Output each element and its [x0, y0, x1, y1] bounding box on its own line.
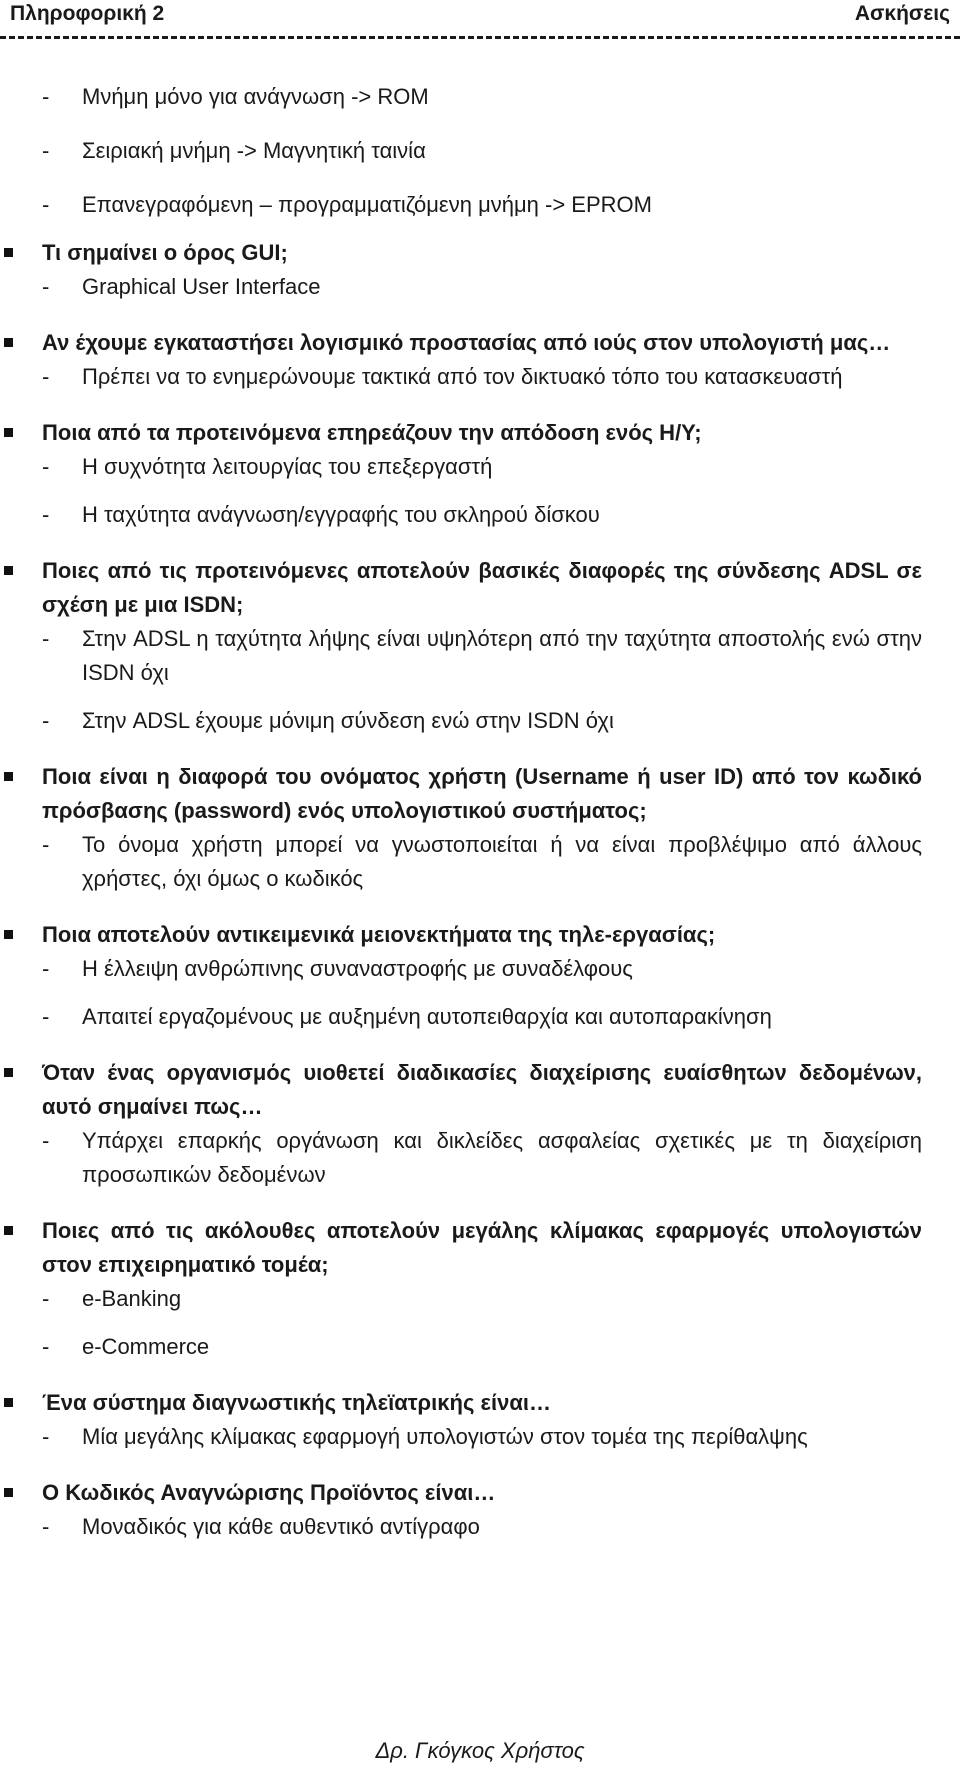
square-bullet-icon	[4, 1068, 13, 1077]
footer-author: Δρ. Γκόγκος Χρήστος	[375, 1738, 585, 1763]
header-dashed-rule	[0, 36, 960, 39]
square-bullet-icon	[4, 1398, 13, 1407]
answer-line	[42, 704, 922, 738]
answer-line	[42, 1330, 922, 1364]
question-block	[42, 1056, 922, 1192]
answer-text: Το όνομα χρήστη μπορεί να γνωστοποιείται ή να είναι προβλέψιμο από άλλους χρήστες, όχι όμως ο κωδικός	[82, 832, 922, 891]
square-bullet-icon	[4, 566, 13, 575]
dash-marker: -	[42, 708, 50, 733]
dash-marker: -	[42, 1334, 50, 1359]
dash-marker: -	[42, 1424, 50, 1449]
question-text: Αν έχουμε εγκαταστήσει λογισμικό προστασίας από ιούς στον υπολογιστή μας…	[42, 330, 891, 355]
question-text: Όταν ένας οργανισμός υιοθετεί διαδικασίες διαχείρισης ευαίσθητων δεδομένων, αυτό σημαίνει πως…	[42, 1060, 922, 1119]
page-header	[0, 0, 960, 40]
dash-marker: -	[42, 1286, 50, 1311]
answer-line	[42, 1124, 922, 1192]
dash-marker: -	[42, 1004, 50, 1029]
square-bullet-icon	[4, 772, 13, 781]
section-label: Ασκήσεις	[854, 2, 950, 25]
dash-marker: -	[42, 84, 50, 109]
question-text: Τι σημαίνει ο όρος GUI;	[42, 240, 288, 265]
question-block	[42, 1386, 922, 1454]
list-item	[42, 134, 922, 168]
answer-text: e-Commerce	[82, 1334, 210, 1359]
question-list	[42, 236, 922, 1544]
answer-text: Υπάρχει επαρκής οργάνωση και δικλείδες ασφαλείας σχετικές με τη διαχείριση προσωπικών δεδομένων	[82, 1128, 922, 1187]
answer-line	[42, 498, 922, 532]
list-item	[42, 80, 922, 114]
dash-marker: -	[42, 274, 50, 299]
question-block	[42, 1476, 922, 1544]
square-bullet-icon	[4, 1226, 13, 1235]
exercise-content	[42, 80, 922, 1566]
answer-line	[42, 1510, 922, 1544]
answer-line	[42, 1000, 922, 1034]
answer-line	[42, 828, 922, 896]
square-bullet-icon	[4, 248, 13, 257]
answer-line	[42, 952, 922, 986]
answer-line	[42, 450, 922, 484]
question-text: Ένα σύστημα διαγνωστικής τηλεϊατρικής είναι…	[42, 1390, 551, 1415]
question-block	[42, 236, 922, 304]
dash-marker: -	[42, 454, 50, 479]
dash-marker: -	[42, 138, 50, 163]
answer-text: e-Banking	[82, 1286, 182, 1311]
question-block	[42, 326, 922, 394]
page-title: Πληροφορική 2	[10, 2, 165, 25]
answer-line	[42, 1420, 922, 1454]
list-item-text: Επανεγραφόμενη – προγραμματιζόμενη μνήμη -> EPROM	[82, 192, 652, 217]
answer-text: Μία μεγάλης κλίμακας εφαρμογή υπολογιστών στον τομέα της περίθαλψης	[82, 1424, 808, 1449]
answer-text: Απαιτεί εργαζομένους με αυξημένη αυτοπειθαρχία και αυτοπαρακίνηση	[82, 1004, 772, 1029]
square-bullet-icon	[4, 930, 13, 939]
dash-marker: -	[42, 364, 50, 389]
question-block	[42, 554, 922, 738]
answer-text: Graphical User Interface	[82, 274, 321, 299]
question-block	[42, 918, 922, 1034]
answer-line	[42, 360, 922, 394]
dash-marker: -	[42, 192, 50, 217]
question-text: Ποιες από τις προτεινόμενες αποτελούν βασικές διαφορές της σύνδεσης ADSL σε σχέση με μια ISDN;	[42, 558, 922, 617]
square-bullet-icon	[4, 428, 13, 437]
answer-text: Πρέπει να το ενημερώνουμε τακτικά από τον δικτυακό τόπο του κατασκευαστή	[82, 364, 843, 389]
square-bullet-icon	[4, 338, 13, 347]
answer-line	[42, 622, 922, 690]
answer-text: Μοναδικός για κάθε αυθεντικό αντίγραφο	[82, 1514, 480, 1539]
answer-line	[42, 270, 922, 304]
question-block	[42, 1214, 922, 1364]
dash-marker: -	[42, 1514, 50, 1539]
dash-marker: -	[42, 832, 50, 857]
dash-marker: -	[42, 626, 50, 651]
answer-text: Η ταχύτητα ανάγνωση/εγγραφής του σκληρού δίσκου	[82, 502, 600, 527]
square-bullet-icon	[4, 1488, 13, 1497]
answer-line	[42, 1282, 922, 1316]
list-item	[42, 188, 922, 222]
question-text: Ποια είναι η διαφορά του ονόματος χρήστη (Username ή user ID) από τον κωδικό πρόσβασης (password) ενός υπολογιστικού συστήματος;	[42, 764, 922, 823]
list-item-text: Σειριακή μνήμη -> Μαγνητική ταινία	[82, 138, 426, 163]
question-text: Ο Κωδικός Αναγνώρισης Προϊόντος είναι…	[42, 1480, 496, 1505]
question-block	[42, 760, 922, 896]
answer-text: Στην ADSL η ταχύτητα λήψης είναι υψηλότερη από την ταχύτητα αποστολής ενώ στην ISDN όχι	[82, 626, 922, 685]
answer-text: Στην ADSL έχουμε μόνιμη σύνδεση ενώ στην ISDN όχι	[82, 708, 614, 733]
answer-text: Η συχνότητα λειτουργίας του επεξεργαστή	[82, 454, 493, 479]
answer-text: Η έλλειψη ανθρώπινης συναναστροφής με συναδέλφους	[82, 956, 633, 981]
question-text: Ποια από τα προτεινόμενα επηρεάζουν την απόδοση ενός Η/Υ;	[42, 420, 702, 445]
dash-marker: -	[42, 956, 50, 981]
dash-marker: -	[42, 1128, 50, 1153]
dash-marker: -	[42, 502, 50, 527]
question-text: Ποιες από τις ακόλουθες αποτελούν μεγάλης κλίμακας εφαρμογές υπολογιστών στον επιχειρηματικό τομέα;	[42, 1218, 922, 1277]
question-text: Ποια αποτελούν αντικειμενικά μειονεκτήματα της τηλε-εργασίας;	[42, 922, 716, 947]
list-item-text: Μνήμη μόνο για ανάγνωση -> ROM	[82, 84, 429, 109]
question-block	[42, 416, 922, 532]
